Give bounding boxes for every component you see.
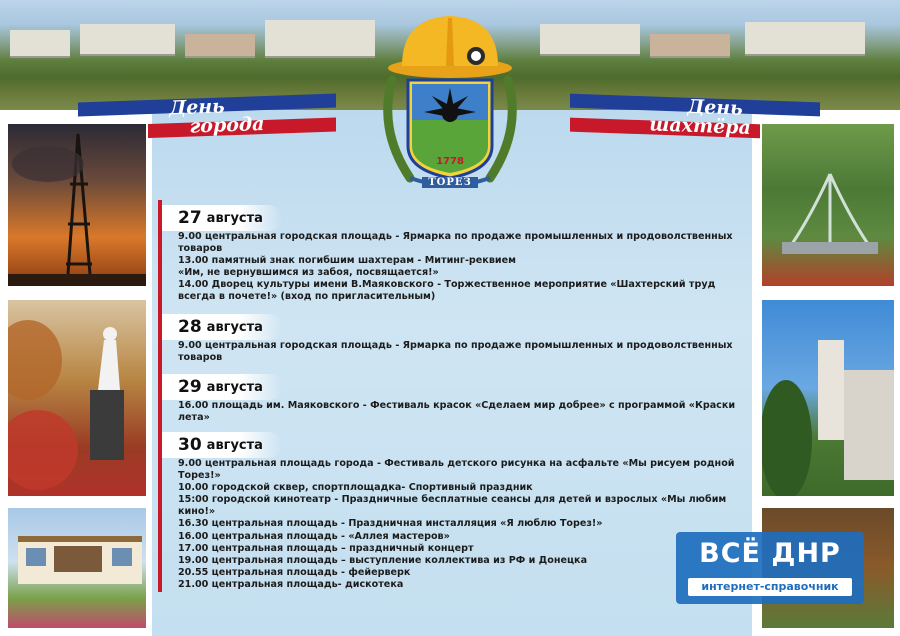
ribbon-right-line1: День bbox=[687, 95, 743, 120]
schedule-entry: 10.00 городской сквер, спортплощадка- Спортивный праздник bbox=[178, 482, 533, 494]
day-number: 28 bbox=[178, 317, 202, 337]
watermark-brand: ВСЁ ДНР bbox=[699, 538, 841, 569]
schedule-entry: 16.30 центральная площадь - Праздничная инсталляция «Я люблю Торез!» bbox=[178, 518, 603, 530]
cinema-building-photo bbox=[6, 506, 148, 630]
clock-tower-photo bbox=[760, 298, 896, 498]
day-entries bbox=[178, 231, 748, 304]
ribbon-right-line2: шахтёра bbox=[649, 113, 751, 139]
watermark-subtitle: интернет-справочник bbox=[688, 578, 852, 596]
schedule-entry: 21.00 центральная площадь- дискотека bbox=[178, 578, 404, 590]
day-block-30 bbox=[162, 432, 748, 591]
schedule-entry: 9.00 центральная площадь города - Фестиваль детского рисунка на асфальте «Мы рисуем родной Торез!» bbox=[178, 458, 735, 482]
day-block-27 bbox=[162, 205, 748, 304]
schedule-entry: 14.00 Дворец культуры имени В.Маяковского - Торжественное мероприятие «Шахтерский труд всегда в почете!» (вход по пригласительным) bbox=[178, 279, 716, 303]
tv-tower-sunset-photo bbox=[6, 122, 148, 288]
schedule-entry: 9.00 центральная городская площадь - Ярмарка по продаже промышленных и продоволственных товаров bbox=[178, 340, 733, 364]
schedule-entry: «Им, не вернувшимся из забоя, посвящается!» bbox=[178, 267, 439, 279]
day-number: 27 bbox=[178, 208, 202, 228]
schedule-entry: 9.00 центральная городская площадь - Ярмарка по продаже промышленных и продоволственных товаров bbox=[178, 231, 733, 255]
day-block-28 bbox=[162, 314, 748, 364]
fountain-park-photo bbox=[760, 122, 896, 288]
coat-of-arms bbox=[370, 10, 530, 190]
coat-city-name: ТОРЕЗ bbox=[422, 177, 478, 188]
day-heading bbox=[162, 205, 282, 231]
day-number: 29 bbox=[178, 377, 202, 397]
day-entries bbox=[178, 400, 748, 424]
ribbon-left-line1: День bbox=[169, 95, 225, 120]
day-month: августа bbox=[206, 379, 263, 395]
schedule-entry: 13.00 памятный знак погибшим шахтерам - Митинг-реквием bbox=[178, 255, 516, 267]
watermark-logo bbox=[676, 532, 864, 604]
coat-year: 1778 bbox=[436, 156, 464, 167]
day-entries bbox=[178, 340, 748, 364]
schedule-entry: 20.55 центральная площадь - фейерверк bbox=[178, 566, 411, 578]
day-month: августа bbox=[206, 437, 263, 453]
ribbon-left-line2: города bbox=[189, 112, 265, 138]
schedule-entry: 17.00 центральная площадь – праздничный концерт bbox=[178, 542, 474, 554]
day-heading bbox=[162, 314, 282, 340]
day-heading bbox=[162, 432, 282, 458]
monument-autumn-photo bbox=[6, 298, 148, 498]
schedule-entry: 15:00 городской кинотеатр - Праздничные бесплатные сеансы для детей и взрослых «Мы любим кино!» bbox=[178, 494, 727, 518]
schedule-entry: 19.00 центральная площадь – выступление коллектива из РФ и Донецка bbox=[178, 554, 588, 566]
schedule-entry: 16.00 центральная площадь - «Аллея мастеров» bbox=[178, 530, 450, 542]
day-block-29 bbox=[162, 374, 748, 424]
day-number: 30 bbox=[178, 435, 202, 455]
day-heading bbox=[162, 374, 282, 400]
day-month: августа bbox=[206, 319, 263, 335]
day-month: августа bbox=[206, 210, 263, 226]
schedule-entry: 16.00 площадь им. Маяковского - Фестиваль красок «Сделаем мир добрее» с программой «Краски лета» bbox=[178, 400, 736, 424]
day-entries bbox=[178, 458, 748, 591]
